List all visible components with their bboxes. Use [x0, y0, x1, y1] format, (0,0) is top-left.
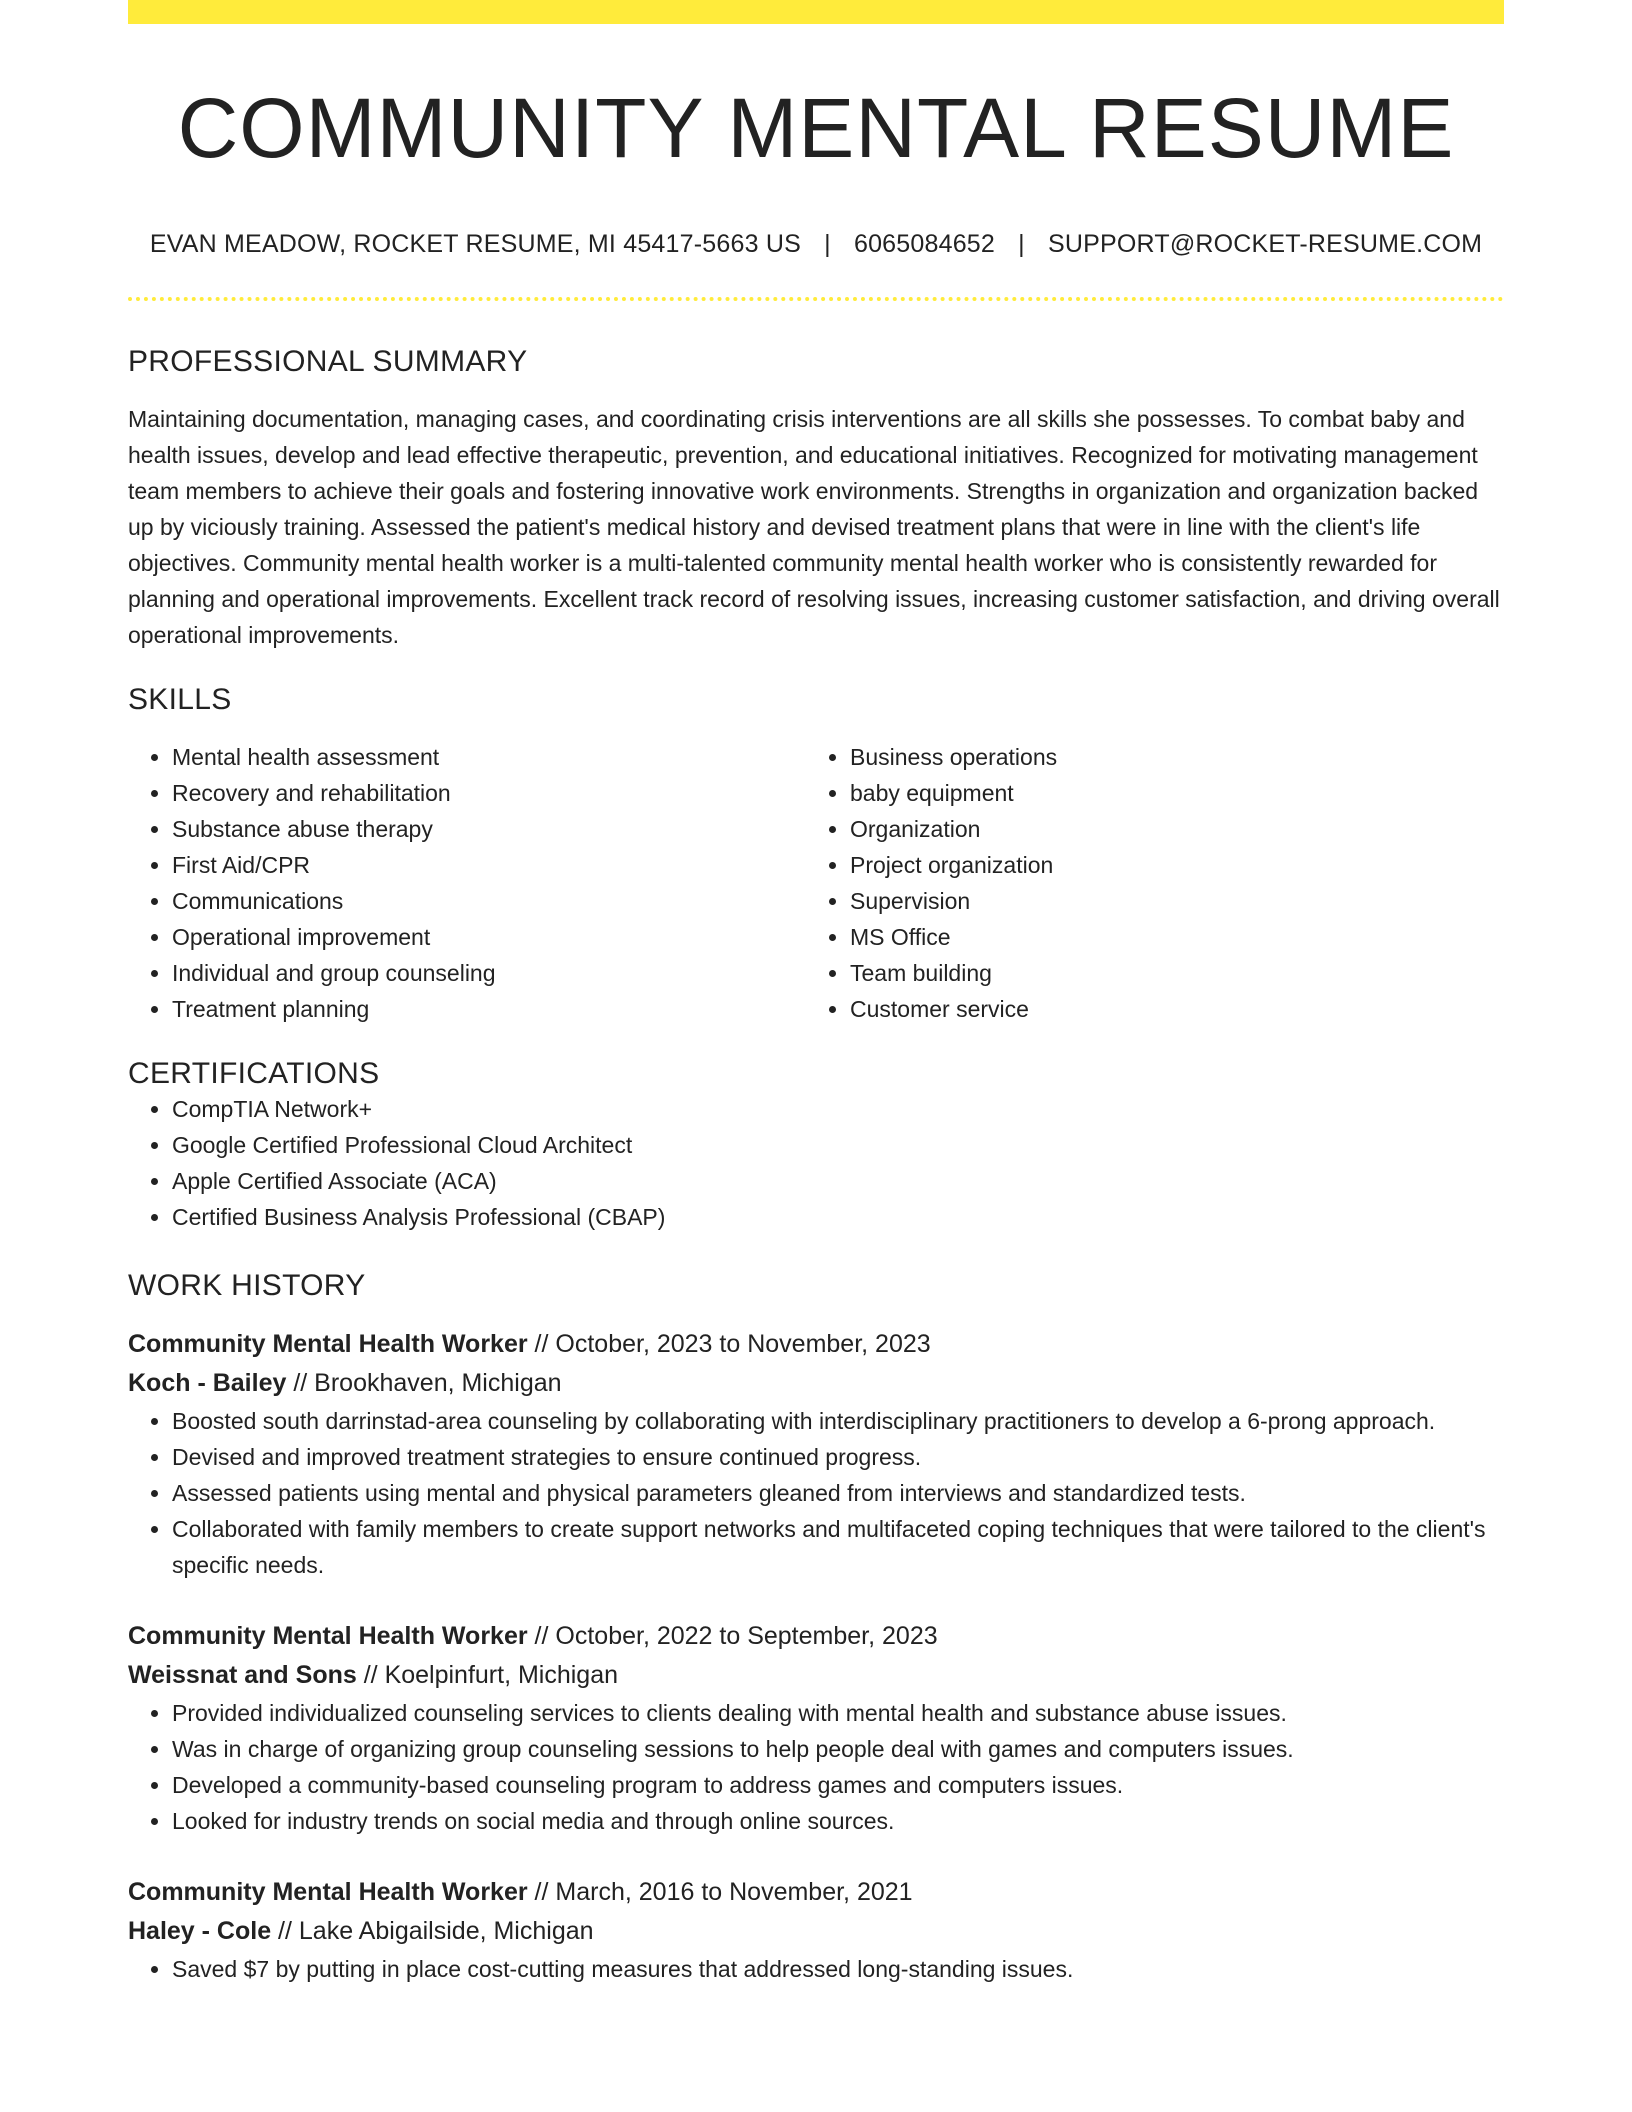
skill-item: • Business operations [850, 739, 1484, 775]
job-company: Weissnat and Sons [128, 1661, 357, 1690]
skill-item: • Substance abuse therapy [172, 811, 806, 847]
skill-item: • Project organization [850, 847, 1484, 883]
job-entry [128, 1873, 1504, 1987]
skills-heading: SKILLS [128, 683, 232, 717]
contact-line [128, 230, 1504, 259]
skill-item: • Treatment planning [172, 991, 806, 1027]
skills-grid [128, 739, 1504, 1027]
contact-address: EVAN MEADOW, ROCKET RESUME, MI 45417-5663 US [149, 230, 801, 259]
job-separator: // [286, 1369, 315, 1398]
contact-email: SUPPORT@ROCKET-RESUME.COM [1048, 230, 1483, 259]
job-entry [128, 1617, 1504, 1839]
skills-column-left [128, 739, 806, 1027]
job-separator: // [527, 1878, 556, 1907]
job-title: Community Mental Health Worker [128, 1330, 528, 1359]
job-separator: // [527, 1330, 556, 1359]
job-bullet: • Developed a community-based counseling program to address games and computers issues. [172, 1767, 1504, 1803]
skills-column-right [806, 739, 1484, 1027]
job-bullet: • Collaborated with family members to create support networks and multifaceted coping techniques that were tailored to the client's specific needs. [172, 1511, 1504, 1583]
skill-item: • Recovery and rehabilitation [172, 775, 806, 811]
skill-item: • Team building [850, 955, 1484, 991]
certifications-list [128, 1091, 1504, 1235]
job-company: Koch - Bailey [128, 1369, 287, 1398]
job-company-line [128, 1364, 1504, 1403]
job-dates: October, 2023 to November, 2023 [555, 1330, 931, 1359]
skill-item: • Supervision [850, 883, 1484, 919]
job-bullet: • Devised and improved treatment strategies to ensure continued progress. [172, 1439, 1504, 1475]
dotted-divider [128, 297, 1504, 301]
certification-item: • Google Certified Professional Cloud Architect [172, 1127, 1504, 1163]
job-location: Lake Abigailside, Michigan [298, 1917, 594, 1946]
job-separator: // [271, 1917, 299, 1946]
job-bullet-list [128, 1403, 1504, 1583]
job-separator: // [527, 1622, 556, 1651]
skills-list-right [806, 739, 1484, 1027]
certification-item: • Certified Business Analysis Professional (CBAP) [172, 1199, 1504, 1235]
skill-item: • Individual and group counseling [172, 955, 806, 991]
job-location: Koelpinfurt, Michigan [384, 1661, 619, 1690]
job-bullet-list [128, 1695, 1504, 1839]
contact-phone: 6065084652 [853, 230, 996, 259]
skill-item: • First Aid/CPR [172, 847, 806, 883]
summary-text: Maintaining documentation, managing cases, and coordinating crisis interventions are all skills she possesses. To combat baby and health issues, develop and lead effective therapeutic, prevention, and educational initiatives. Recognized for motivating management team members to achieve their goals and fostering innovative work environments. Strengths in organization and organization backed up by viciously training. Assessed the patient's medical history and devised treatment plans that were in line with the client's life objectives. Community mental health worker is a multi-talented community mental health worker who is consistently rewarded for planning and operational improvements. Excellent track record of resolving issues, increasing customer satisfaction, and driving overall operational improvements. [128, 406, 1500, 649]
skill-item: • Communications [172, 883, 806, 919]
job-bullet: • Boosted south darrinstad-area counseling by collaborating with interdisciplinary practitioners to develop a 6-prong approach. [172, 1403, 1504, 1439]
contact-separator: | [1018, 230, 1025, 259]
resume-title: COMMUNITY MENTAL RESUME [177, 81, 1455, 175]
job-title-line [128, 1325, 1504, 1364]
job-title: Community Mental Health Worker [128, 1878, 528, 1907]
job-dates: March, 2016 to November, 2021 [555, 1878, 913, 1907]
skill-item: • Operational improvement [172, 919, 806, 955]
contact-separator: | [824, 230, 831, 259]
job-entry [128, 1325, 1504, 1583]
job-separator: // [356, 1661, 385, 1690]
certification-item: • CompTIA Network+ [172, 1091, 1504, 1127]
job-title-line [128, 1873, 1504, 1912]
job-title-line [128, 1617, 1504, 1656]
skill-item: • Mental health assessment [172, 739, 806, 775]
work-history-heading: WORK HISTORY [128, 1269, 366, 1303]
certifications-heading: CERTIFICATIONS [128, 1057, 380, 1091]
skills-list-left [128, 739, 806, 1027]
work-history-list [128, 1325, 1504, 1987]
skill-item: • MS Office [850, 919, 1484, 955]
job-bullet: • Saved $7 by putting in place cost-cutting measures that addressed long-standing issues. [172, 1951, 1504, 1987]
job-bullet: • Looked for industry trends on social media and through online sources. [172, 1803, 1504, 1839]
summary-heading: PROFESSIONAL SUMMARY [128, 345, 528, 379]
job-dates: October, 2022 to September, 2023 [555, 1622, 938, 1651]
resume-page [128, 0, 1504, 1987]
skill-item: • baby equipment [850, 775, 1484, 811]
job-bullet: • Provided individualized counseling services to clients dealing with mental health and substance abuse issues. [172, 1695, 1504, 1731]
job-bullet: • Assessed patients using mental and physical parameters gleaned from interviews and standardized tests. [172, 1475, 1504, 1511]
skill-item: • Organization [850, 811, 1484, 847]
top-accent-bar [128, 0, 1504, 24]
job-title: Community Mental Health Worker [128, 1622, 528, 1651]
job-bullet-list [128, 1951, 1504, 1987]
job-location: Brookhaven, Michigan [314, 1369, 562, 1398]
job-company-line [128, 1656, 1504, 1695]
job-bullet: • Was in charge of organizing group counseling sessions to help people deal with games and computers issues. [172, 1731, 1504, 1767]
skill-item: • Customer service [850, 991, 1484, 1027]
certification-item: • Apple Certified Associate (ACA) [172, 1163, 1504, 1199]
job-company: Haley - Cole [128, 1917, 272, 1946]
job-company-line [128, 1912, 1504, 1951]
